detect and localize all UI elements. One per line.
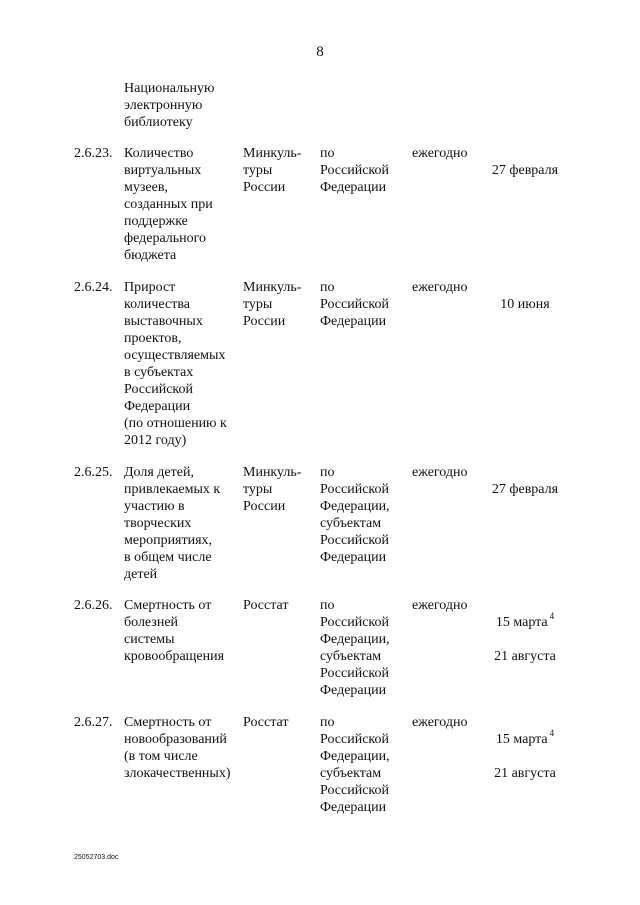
deadline-date: 27 февраля [491, 482, 559, 497]
periodicity: ежегодно [412, 280, 468, 295]
deadline [484, 145, 566, 179]
row-number: 2.6.24. [74, 280, 113, 295]
indicator-name: Прирост количества выставочных проектов, осуществляемых в субъектах Российской Федерации (по отношению к 2012 году) [124, 280, 227, 448]
periodicity: ежегодно [412, 598, 468, 613]
deadline [484, 714, 566, 782]
row-number: 2.6.25. [74, 465, 113, 480]
footnote-marker: 4 [549, 611, 555, 622]
deadline-date: 10 июня [500, 297, 550, 312]
responsible-agency: Минкуль- туры России [243, 280, 302, 329]
deadline [484, 597, 566, 665]
aggregation-level: по Российской Федерации, субъектам Российской Федерации [320, 598, 390, 698]
footnote-marker: 4 [549, 728, 555, 739]
periodicity: ежегодно [412, 146, 468, 161]
page-number: 8 [316, 44, 324, 60]
continuation-text: Национальную электронную библиотеку [124, 81, 215, 130]
aggregation-level: по Российской Федерации, субъектам Российской Федерации [320, 465, 390, 565]
row-number: 2.6.23. [74, 146, 113, 161]
document-filename: 25052703.doc [74, 854, 119, 861]
responsible-agency: Росстат [243, 715, 289, 730]
aggregation-level: по Российской Федерации [320, 146, 389, 195]
deadline [484, 279, 566, 313]
deadline-date: 15 марта [495, 732, 548, 747]
deadline-date-second: 21 августа [494, 766, 556, 781]
deadline-date-second: 21 августа [494, 649, 556, 664]
responsible-agency: Минкуль- туры России [243, 146, 302, 195]
row-number: 2.6.26. [74, 598, 113, 613]
responsible-agency: Минкуль- туры России [243, 465, 302, 514]
deadline [484, 464, 566, 498]
indicator-name: Количество виртуальных музеев, созданных при поддержке федерального бюджета [124, 146, 213, 263]
aggregation-level: по Российской Федерации [320, 280, 389, 329]
indicator-name: Доля детей, привлекаемых к участию в творческих мероприятиях, в общем числе детей [124, 465, 221, 582]
periodicity: ежегодно [412, 465, 468, 480]
indicator-name: Смертность от болезней системы кровообращения [124, 598, 225, 664]
periodicity: ежегодно [412, 715, 468, 730]
deadline-date: 15 марта [495, 615, 548, 630]
deadline-date: 27 февраля [491, 163, 559, 178]
indicator-name: Смертность от новообразований (в том числе злокачественных) [124, 715, 231, 781]
responsible-agency: Росстат [243, 598, 289, 613]
row-number: 2.6.27. [74, 715, 113, 730]
aggregation-level: по Российской Федерации, субъектам Российской Федерации [320, 715, 390, 815]
